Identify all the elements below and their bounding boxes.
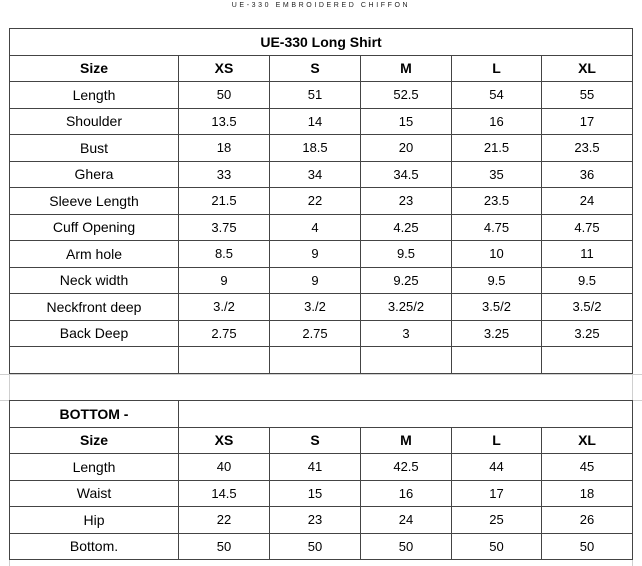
table-cell: 3.25 bbox=[452, 320, 542, 347]
table-cell: 24 bbox=[361, 507, 452, 534]
row-label: Neck width bbox=[10, 267, 179, 294]
table-cell: 16 bbox=[452, 108, 542, 135]
table-cell: 3.25 bbox=[542, 320, 633, 347]
column-header: S bbox=[270, 55, 361, 82]
column-header: L bbox=[452, 427, 542, 454]
table-cell: 9.5 bbox=[452, 267, 542, 294]
table-cell: 51 bbox=[270, 82, 361, 109]
row-label: Arm hole bbox=[10, 241, 179, 268]
grid-line bbox=[0, 374, 642, 375]
table-cell: 2.75 bbox=[179, 320, 270, 347]
table-cell: 9.25 bbox=[361, 267, 452, 294]
table-cell: 11 bbox=[542, 241, 633, 268]
table-cell: 4 bbox=[270, 214, 361, 241]
table-row bbox=[10, 108, 633, 135]
table-cell: 9 bbox=[270, 241, 361, 268]
table-cell: 23 bbox=[361, 188, 452, 215]
empty-cell bbox=[270, 347, 361, 374]
table-cell: 21.5 bbox=[179, 188, 270, 215]
table-row bbox=[10, 82, 633, 109]
table-cell: 3 bbox=[361, 320, 452, 347]
table-cell: 3.75 bbox=[179, 214, 270, 241]
table-cell: 3.25/2 bbox=[361, 294, 452, 321]
table-row bbox=[10, 241, 633, 268]
column-header: M bbox=[361, 427, 452, 454]
table-cell: 24 bbox=[542, 188, 633, 215]
table-cell: 40 bbox=[179, 454, 270, 481]
table-cell: 16 bbox=[361, 480, 452, 507]
shirt-size-table bbox=[9, 28, 633, 374]
table-cell: 23.5 bbox=[542, 135, 633, 162]
table-cell: 10 bbox=[452, 241, 542, 268]
table-cell: 50 bbox=[179, 533, 270, 560]
table-cell: 41 bbox=[270, 454, 361, 481]
row-label: Ghera bbox=[10, 161, 179, 188]
table-row bbox=[10, 294, 633, 321]
table-cell: 14.5 bbox=[179, 480, 270, 507]
table-cell: 42.5 bbox=[361, 454, 452, 481]
table-cell: 44 bbox=[452, 454, 542, 481]
empty-cell bbox=[361, 347, 452, 374]
empty-cell bbox=[10, 347, 179, 374]
size-chart-sheet bbox=[0, 28, 642, 566]
column-header: Size bbox=[10, 427, 179, 454]
row-label: Shoulder bbox=[10, 108, 179, 135]
row-label: Hip bbox=[10, 507, 179, 534]
column-header: M bbox=[361, 55, 452, 82]
table-row bbox=[10, 454, 633, 481]
bottom-title-row bbox=[10, 401, 633, 428]
shirt-table-title: UE-330 Long Shirt bbox=[10, 29, 633, 56]
table-cell: 21.5 bbox=[452, 135, 542, 162]
table-cell: 18.5 bbox=[270, 135, 361, 162]
column-header: XL bbox=[542, 427, 633, 454]
table-cell: 50 bbox=[179, 82, 270, 109]
column-header: XS bbox=[179, 55, 270, 82]
table-cell: 33 bbox=[179, 161, 270, 188]
table-cell: 18 bbox=[542, 480, 633, 507]
table-cell: 15 bbox=[270, 480, 361, 507]
table-cell: 4.75 bbox=[542, 214, 633, 241]
shirt-header-row bbox=[10, 55, 633, 82]
table-cell: 34.5 bbox=[361, 161, 452, 188]
table-row bbox=[10, 161, 633, 188]
table-cell: 17 bbox=[452, 480, 542, 507]
table-cell: 18 bbox=[179, 135, 270, 162]
table-cell: 2.75 bbox=[270, 320, 361, 347]
table-row bbox=[10, 533, 633, 560]
table-cell: 4.75 bbox=[452, 214, 542, 241]
table-cell: 3./2 bbox=[179, 294, 270, 321]
bottom-header-row bbox=[10, 427, 633, 454]
column-header: XL bbox=[542, 55, 633, 82]
row-label: Bottom. bbox=[10, 533, 179, 560]
empty-row bbox=[10, 347, 633, 374]
table-cell: 15 bbox=[361, 108, 452, 135]
table-cell: 22 bbox=[179, 507, 270, 534]
table-cell: 50 bbox=[542, 533, 633, 560]
table-cell: 36 bbox=[542, 161, 633, 188]
table-cell: 45 bbox=[542, 454, 633, 481]
table-cell: 50 bbox=[270, 533, 361, 560]
table-cell: 8.5 bbox=[179, 241, 270, 268]
table-cell: 4.25 bbox=[361, 214, 452, 241]
column-header: XS bbox=[179, 427, 270, 454]
table-cell: 3.5/2 bbox=[452, 294, 542, 321]
row-label: Bust bbox=[10, 135, 179, 162]
table-cell: 23 bbox=[270, 507, 361, 534]
table-cell: 9.5 bbox=[361, 241, 452, 268]
table-cell: 9.5 bbox=[542, 267, 633, 294]
row-label: Neckfront deep bbox=[10, 294, 179, 321]
page-header: UE-330 EMBROIDERED CHIFFON bbox=[231, 2, 411, 9]
column-header: Size bbox=[10, 55, 179, 82]
shirt-title-row bbox=[10, 29, 633, 56]
empty-cell bbox=[179, 401, 633, 428]
table-cell: 54 bbox=[452, 82, 542, 109]
table-cell: 9 bbox=[179, 267, 270, 294]
row-label: Length bbox=[10, 454, 179, 481]
row-label: Back Deep bbox=[10, 320, 179, 347]
column-header: S bbox=[270, 427, 361, 454]
table-cell: 50 bbox=[452, 533, 542, 560]
row-label: Sleeve Length bbox=[10, 188, 179, 215]
table-cell: 20 bbox=[361, 135, 452, 162]
table-cell: 17 bbox=[542, 108, 633, 135]
table-cell: 26 bbox=[542, 507, 633, 534]
table-cell: 9 bbox=[270, 267, 361, 294]
table-cell: 55 bbox=[542, 82, 633, 109]
table-row bbox=[10, 320, 633, 347]
table-cell: 23.5 bbox=[452, 188, 542, 215]
column-header: L bbox=[452, 55, 542, 82]
table-cell: 25 bbox=[452, 507, 542, 534]
table-cell: 35 bbox=[452, 161, 542, 188]
table-cell: 13.5 bbox=[179, 108, 270, 135]
table-cell: 22 bbox=[270, 188, 361, 215]
table-row bbox=[10, 135, 633, 162]
row-label: Cuff Opening bbox=[10, 214, 179, 241]
table-cell: 34 bbox=[270, 161, 361, 188]
table-row bbox=[10, 507, 633, 534]
row-label: Waist bbox=[10, 480, 179, 507]
empty-cell bbox=[542, 347, 633, 374]
row-label: Length bbox=[10, 82, 179, 109]
table-row bbox=[10, 480, 633, 507]
bottom-size-table bbox=[9, 400, 633, 560]
empty-cell bbox=[452, 347, 542, 374]
empty-cell bbox=[179, 347, 270, 374]
table-cell: 14 bbox=[270, 108, 361, 135]
bottom-table-title: BOTTOM - bbox=[10, 401, 179, 428]
table-row bbox=[10, 188, 633, 215]
table-row bbox=[10, 267, 633, 294]
table-cell: 3.5/2 bbox=[542, 294, 633, 321]
table-cell: 3./2 bbox=[270, 294, 361, 321]
table-cell: 52.5 bbox=[361, 82, 452, 109]
table-cell: 50 bbox=[361, 533, 452, 560]
table-row bbox=[10, 214, 633, 241]
